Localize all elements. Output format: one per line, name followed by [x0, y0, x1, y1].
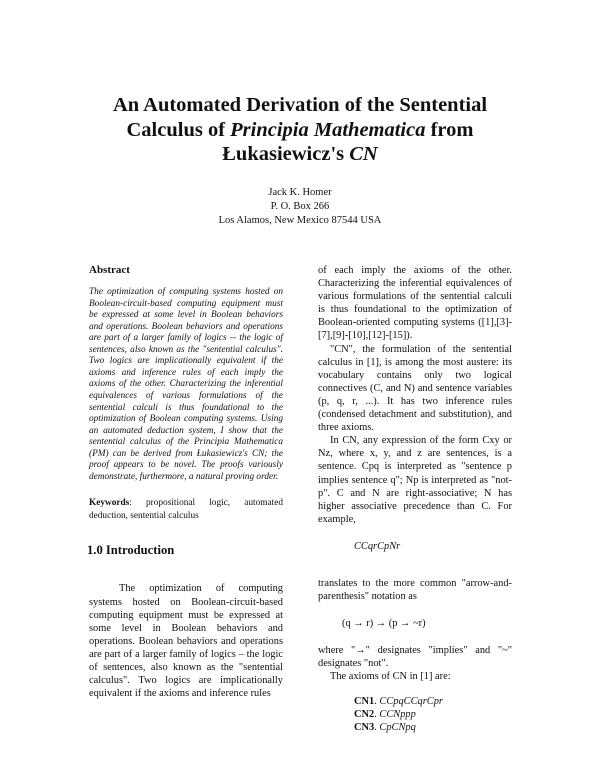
title-line-3-pre: Łukasiewicz's [222, 143, 350, 165]
axiom-formula: CCNppp [379, 708, 416, 720]
axiom-cn1: CN1. CCpqCCqrCpr [354, 695, 443, 707]
keywords-text: : propositional logic, automated deduction, sentential calculus [89, 498, 283, 521]
intro-paragraph-3: In CN, any expression of the form Cxy or Nz, where x, y, and z are sentences, is a sentence. Cpq is interpreted as "sentence p implies sentence q"; Np is interpreted as "not-p". C and N are right-associative; N has higher associative precedence than C. For example, [318, 435, 512, 525]
axiom-cn2: CN2. CCNppp [354, 708, 416, 720]
abstract-body: The optimization of computing systems hosted on Boolean-circuit-based computing equipment must be expressed at some level in Boolean behaviors and operations. Boolean behaviors and operations are part of a larger family of logics -- the logic of sentences, also known as the "sentential calculus". Two logics are implicationally equivalent if the axioms and inference rules of each imply the axioms of the other. Characterizing the inferential equivalences of various formulations of the sentential calculi is thus foundational to the optimization of Boolean computing systems. Using an automated deduction system, I show that the sentential calculus of the Principia Mathematica (PM) can be derived from Łukasiewicz's CN; the proof appears to be novel. The proofs variously demonstrate, furthermore, a natural proving order. [89, 287, 283, 482]
example-formula: CCqrCpNr [354, 540, 401, 552]
intro-paragraph-6: The axioms of CN in [1] are: [330, 671, 451, 683]
intro-paragraph-4: translates to the more common "arrow-and-parenthesis" notation as [318, 577, 512, 603]
intro-paragraph-1-continued: of each imply the axioms of the other. Characterizing the inferential equivalences of various formulations of the sentential calculi is thus foundational to the optimization of Boolean-oriented computing systems ([1],[3]-[7],[9]-[10],[12]-[15]). [318, 265, 512, 342]
intro-heading: 1.0 Introduction [87, 543, 175, 558]
title-line-3 [60, 142, 540, 167]
axiom-list [318, 695, 512, 734]
keywords-label: Keywords [89, 498, 130, 509]
paper-title [60, 93, 540, 167]
title-line-2-pre: Calculus of [126, 118, 231, 141]
author-address-1: P. O. Box 266 [270, 201, 330, 212]
axiom-formula: CpCNpq [379, 721, 416, 733]
author-address-2: Los Alamos, New Mexico 87544 USA [218, 215, 382, 226]
axiom-cn3: CN3. CpCNpq [354, 721, 416, 733]
title-line-2 [60, 118, 540, 143]
axiom-label: CN1 [354, 695, 375, 707]
axiom-label: CN2 [354, 708, 375, 720]
axiom-formula: CCpqCCqrCpr [379, 695, 443, 707]
title-principia: Principia Mathematica [230, 118, 426, 141]
arrow-formula: (q → r) → (p → ~r) [342, 618, 426, 630]
intro-paragraph-2: "CN", the formulation of the sentential calculus in [1], is among the most austere: its vocabulary contains only two logical connectives (C, and N) and sentence variables (p, q, r, ...). It has two inference rules (condensed detachment and substitution), and three axioms. [318, 343, 512, 434]
title-line-2-post: from [425, 118, 474, 141]
right-column [318, 264, 512, 734]
author-name: Jack K. Homer [268, 187, 332, 198]
author-block [150, 186, 450, 228]
abstract-heading: Abstract [89, 264, 130, 276]
title-line-1: An Automated Derivation of the Sentential [112, 94, 488, 116]
intro-paragraph-5: where "→" designates "implies" and "~" designates "not". [318, 645, 512, 670]
keywords [89, 497, 283, 522]
intro-paragraph-1: The optimization of computing systems hosted on Boolean-circuit-based computing equipment must be expressed at some level in Boolean behaviors and operations. Boolean behaviors and operations are part of a larger family of logics – the logic of sentences, also known as the "sentential calculus". Two logics are implicationally equivalent if the axioms and inference rules [89, 583, 283, 700]
title-cn: CN [349, 143, 378, 165]
axiom-label: CN3 [354, 721, 375, 733]
left-column [89, 264, 283, 700]
